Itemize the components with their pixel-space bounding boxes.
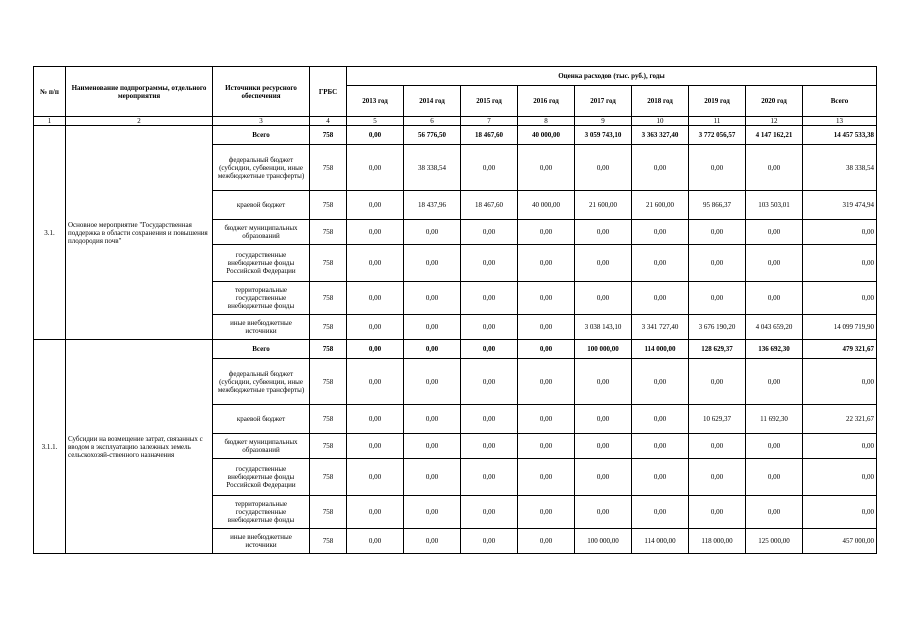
year-value: 0,00 bbox=[347, 220, 404, 245]
year-value: 0,00 bbox=[518, 405, 575, 434]
year-value: 18 437,96 bbox=[404, 191, 461, 220]
header-year: 2019 год bbox=[689, 86, 746, 117]
year-value: 0,00 bbox=[632, 282, 689, 315]
year-value: 0,00 bbox=[404, 340, 461, 359]
year-value: 0,00 bbox=[404, 496, 461, 529]
grbs-code: 758 bbox=[310, 282, 347, 315]
year-value: 0,00 bbox=[518, 459, 575, 496]
year-value: 0,00 bbox=[689, 359, 746, 405]
section-name: Основное мероприятие "Государственная поддержка в области сохранения и повышения плодородия почв" bbox=[66, 126, 213, 340]
grbs-code: 758 bbox=[310, 405, 347, 434]
year-value: 0,00 bbox=[347, 405, 404, 434]
year-value: 114 000,00 bbox=[632, 340, 689, 359]
funding-source: государственные внебюджетные фонды Российской Федерации bbox=[213, 459, 310, 496]
header-year: 2014 год bbox=[404, 86, 461, 117]
year-value: 0,00 bbox=[689, 434, 746, 459]
section-name: Субсидии на возмещение затрат, связанных с вводом в эксплуатацию залежных земель сельскохозяй-ственного назначения bbox=[66, 340, 213, 554]
year-value: 0,00 bbox=[689, 245, 746, 282]
year-value: 0,00 bbox=[347, 315, 404, 340]
year-value: 0,00 bbox=[347, 145, 404, 191]
year-value: 0,00 bbox=[404, 245, 461, 282]
year-value: 0,00 bbox=[347, 529, 404, 554]
year-value: 38 338,54 bbox=[404, 145, 461, 191]
grbs-code: 758 bbox=[310, 496, 347, 529]
year-value: 21 600,00 bbox=[575, 191, 632, 220]
year-value: 0,00 bbox=[518, 145, 575, 191]
year-value: 0,00 bbox=[518, 359, 575, 405]
year-value: 0,00 bbox=[632, 434, 689, 459]
year-value: 0,00 bbox=[746, 220, 803, 245]
year-value: 128 629,37 bbox=[689, 340, 746, 359]
year-value: 0,00 bbox=[518, 315, 575, 340]
header-year: 2016 год bbox=[518, 86, 575, 117]
year-value: 0,00 bbox=[689, 282, 746, 315]
year-value: 0,00 bbox=[404, 220, 461, 245]
year-value: 0,00 bbox=[746, 282, 803, 315]
grbs-code: 758 bbox=[310, 191, 347, 220]
year-value: 0,00 bbox=[461, 459, 518, 496]
header-year: 2020 год bbox=[746, 86, 803, 117]
year-value: 0,00 bbox=[575, 245, 632, 282]
total-value: 457 000,00 bbox=[803, 529, 877, 554]
year-value: 0,00 bbox=[404, 529, 461, 554]
year-value: 0,00 bbox=[632, 359, 689, 405]
year-value: 0,00 bbox=[461, 529, 518, 554]
grbs-code: 758 bbox=[310, 529, 347, 554]
total-value: 0,00 bbox=[803, 359, 877, 405]
total-value: 0,00 bbox=[803, 220, 877, 245]
year-value: 21 600,00 bbox=[632, 191, 689, 220]
funding-source: федеральный бюджет (субсидии, субвенции, иные межбюджетные трансферты) bbox=[213, 359, 310, 405]
header-total: Всего bbox=[803, 86, 877, 117]
year-value: 0,00 bbox=[461, 220, 518, 245]
year-value: 0,00 bbox=[518, 434, 575, 459]
year-value: 103 503,01 bbox=[746, 191, 803, 220]
year-value: 0,00 bbox=[347, 434, 404, 459]
funding-source: краевой бюджет bbox=[213, 191, 310, 220]
year-value: 0,00 bbox=[461, 405, 518, 434]
year-value: 0,00 bbox=[689, 459, 746, 496]
year-value: 0,00 bbox=[461, 359, 518, 405]
year-value: 0,00 bbox=[461, 315, 518, 340]
funding-source: бюджет муниципальных образований bbox=[213, 220, 310, 245]
year-value: 0,00 bbox=[575, 496, 632, 529]
year-value: 4 147 162,21 bbox=[746, 126, 803, 145]
total-value: 14 099 719,90 bbox=[803, 315, 877, 340]
column-index: 7 bbox=[461, 117, 518, 126]
total-value: 38 338,54 bbox=[803, 145, 877, 191]
table-body bbox=[34, 67, 877, 554]
funding-source: краевой бюджет bbox=[213, 405, 310, 434]
year-value: 10 629,37 bbox=[689, 405, 746, 434]
year-value: 18 467,60 bbox=[461, 191, 518, 220]
year-value: 0,00 bbox=[461, 245, 518, 282]
total-value: 0,00 bbox=[803, 496, 877, 529]
header-name: Наименование подпрограммы, отдельного мероприятия bbox=[66, 67, 213, 117]
header-grbs: ГРБС bbox=[310, 67, 347, 117]
table-row bbox=[34, 126, 877, 145]
total-value: 319 474,94 bbox=[803, 191, 877, 220]
year-value: 3 772 056,57 bbox=[689, 126, 746, 145]
year-value: 125 000,00 bbox=[746, 529, 803, 554]
column-index: 2 bbox=[66, 117, 213, 126]
grbs-code: 758 bbox=[310, 145, 347, 191]
year-value: 0,00 bbox=[347, 340, 404, 359]
year-value: 0,00 bbox=[632, 405, 689, 434]
year-value: 40 000,00 bbox=[518, 126, 575, 145]
header-estimate: Оценка расходов (тыс. руб.), годы bbox=[347, 67, 877, 86]
column-index: 3 bbox=[213, 117, 310, 126]
year-value: 0,00 bbox=[347, 126, 404, 145]
column-index: 8 bbox=[518, 117, 575, 126]
year-value: 0,00 bbox=[575, 359, 632, 405]
year-value: 0,00 bbox=[746, 459, 803, 496]
year-value: 0,00 bbox=[518, 340, 575, 359]
total-value: 22 321,67 bbox=[803, 405, 877, 434]
year-value: 0,00 bbox=[575, 405, 632, 434]
column-index: 4 bbox=[310, 117, 347, 126]
year-value: 0,00 bbox=[404, 459, 461, 496]
year-value: 0,00 bbox=[575, 459, 632, 496]
year-value: 0,00 bbox=[518, 496, 575, 529]
year-value: 0,00 bbox=[689, 145, 746, 191]
year-value: 40 000,00 bbox=[518, 191, 575, 220]
year-value: 0,00 bbox=[632, 459, 689, 496]
total-value: 0,00 bbox=[803, 282, 877, 315]
year-value: 0,00 bbox=[404, 405, 461, 434]
header-year: 2018 год bbox=[632, 86, 689, 117]
year-value: 18 467,60 bbox=[461, 126, 518, 145]
year-value: 118 000,00 bbox=[689, 529, 746, 554]
grbs-code: 758 bbox=[310, 315, 347, 340]
funding-source: Всего bbox=[213, 126, 310, 145]
grbs-code: 758 bbox=[310, 459, 347, 496]
year-value: 0,00 bbox=[461, 282, 518, 315]
year-value: 0,00 bbox=[746, 496, 803, 529]
year-value: 136 692,30 bbox=[746, 340, 803, 359]
table-row bbox=[34, 340, 877, 359]
total-value: 0,00 bbox=[803, 434, 877, 459]
year-value: 0,00 bbox=[746, 359, 803, 405]
column-index: 11 bbox=[689, 117, 746, 126]
year-value: 11 692,30 bbox=[746, 405, 803, 434]
year-value: 100 000,00 bbox=[575, 340, 632, 359]
grbs-code: 758 bbox=[310, 434, 347, 459]
year-value: 0,00 bbox=[518, 220, 575, 245]
year-value: 0,00 bbox=[347, 282, 404, 315]
funding-source: государственные внебюджетные фонды Российской Федерации bbox=[213, 245, 310, 282]
year-value: 0,00 bbox=[575, 434, 632, 459]
column-index: 9 bbox=[575, 117, 632, 126]
column-index: 13 bbox=[803, 117, 877, 126]
year-value: 0,00 bbox=[575, 145, 632, 191]
header-year: 2015 год bbox=[461, 86, 518, 117]
year-value: 0,00 bbox=[746, 245, 803, 282]
year-value: 0,00 bbox=[518, 282, 575, 315]
year-value: 56 776,50 bbox=[404, 126, 461, 145]
header-num: № п/п bbox=[34, 67, 66, 117]
year-value: 0,00 bbox=[347, 191, 404, 220]
grbs-code: 758 bbox=[310, 340, 347, 359]
funding-source: федеральный бюджет (субсидии, субвенции, иные межбюджетные трансферты) bbox=[213, 145, 310, 191]
column-index: 6 bbox=[404, 117, 461, 126]
year-value: 0,00 bbox=[461, 434, 518, 459]
year-value: 0,00 bbox=[746, 145, 803, 191]
year-value: 100 000,00 bbox=[575, 529, 632, 554]
grbs-code: 758 bbox=[310, 359, 347, 405]
year-value: 0,00 bbox=[632, 245, 689, 282]
funding-source: бюджет муниципальных образований bbox=[213, 434, 310, 459]
total-value: 14 457 533,38 bbox=[803, 126, 877, 145]
header-source: Источники ресурсного обеспечения bbox=[213, 67, 310, 117]
total-value: 0,00 bbox=[803, 245, 877, 282]
funding-source: иные внебюджетные источники bbox=[213, 315, 310, 340]
grbs-code: 758 bbox=[310, 245, 347, 282]
year-value: 0,00 bbox=[461, 340, 518, 359]
year-value: 0,00 bbox=[461, 496, 518, 529]
year-value: 3 038 143,10 bbox=[575, 315, 632, 340]
column-index: 5 bbox=[347, 117, 404, 126]
section-code: 3.1.1. bbox=[34, 340, 66, 554]
column-index: 1 bbox=[34, 117, 66, 126]
year-value: 0,00 bbox=[518, 245, 575, 282]
funding-source: территориальные государственные внебюджетные фонды bbox=[213, 496, 310, 529]
year-value: 3 363 327,40 bbox=[632, 126, 689, 145]
header-year: 2017 год bbox=[575, 86, 632, 117]
year-value: 0,00 bbox=[746, 434, 803, 459]
budget-table bbox=[33, 66, 877, 554]
header-year: 2013 год bbox=[347, 86, 404, 117]
section-code: 3.1. bbox=[34, 126, 66, 340]
year-value: 0,00 bbox=[575, 220, 632, 245]
funding-source: территориальные государственные внебюджетные фонды bbox=[213, 282, 310, 315]
year-value: 0,00 bbox=[632, 220, 689, 245]
year-value: 0,00 bbox=[347, 496, 404, 529]
year-value: 0,00 bbox=[689, 220, 746, 245]
grbs-code: 758 bbox=[310, 220, 347, 245]
year-value: 95 866,37 bbox=[689, 191, 746, 220]
year-value: 0,00 bbox=[404, 315, 461, 340]
year-value: 0,00 bbox=[404, 282, 461, 315]
year-value: 3 059 743,10 bbox=[575, 126, 632, 145]
year-value: 0,00 bbox=[347, 359, 404, 405]
year-value: 0,00 bbox=[689, 496, 746, 529]
year-value: 0,00 bbox=[575, 282, 632, 315]
year-value: 114 000,00 bbox=[632, 529, 689, 554]
funding-source: Всего bbox=[213, 340, 310, 359]
year-value: 0,00 bbox=[518, 529, 575, 554]
funding-source: иные внебюджетные источники bbox=[213, 529, 310, 554]
year-value: 4 043 659,20 bbox=[746, 315, 803, 340]
year-value: 0,00 bbox=[347, 459, 404, 496]
year-value: 0,00 bbox=[404, 434, 461, 459]
year-value: 0,00 bbox=[347, 245, 404, 282]
total-value: 479 321,67 bbox=[803, 340, 877, 359]
column-index: 12 bbox=[746, 117, 803, 126]
total-value: 0,00 bbox=[803, 459, 877, 496]
year-value: 3 676 190,20 bbox=[689, 315, 746, 340]
year-value: 0,00 bbox=[632, 145, 689, 191]
grbs-code: 758 bbox=[310, 126, 347, 145]
year-value: 0,00 bbox=[461, 145, 518, 191]
year-value: 3 341 727,40 bbox=[632, 315, 689, 340]
column-index: 10 bbox=[632, 117, 689, 126]
year-value: 0,00 bbox=[404, 359, 461, 405]
year-value: 0,00 bbox=[632, 496, 689, 529]
